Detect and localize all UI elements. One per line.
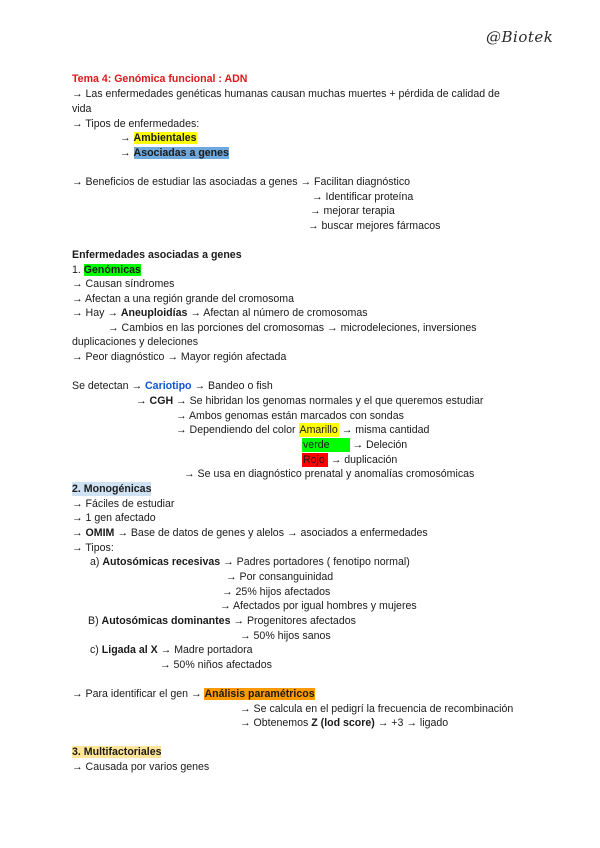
text-line: [90, 555, 410, 569]
bold-aneuploidias: Aneuploidías: [120, 307, 188, 319]
text-line: → Las enfermedades genéticas humanas causan muchas muertes + pérdida de calidad de: [72, 88, 500, 100]
text-line: [302, 453, 397, 467]
text-part: Se detectan →: [72, 380, 146, 392]
highlight-multifactoriales: 3. Multifactoriales: [72, 746, 162, 758]
subsection-heading: [72, 745, 161, 759]
text-line: → buscar mejores fármacos: [308, 220, 441, 232]
text-part: → Progenitores afectados: [230, 615, 356, 627]
text-part: → Afectan al número de cromosomas: [187, 307, 368, 319]
text-line: → Ambos genomas están marcados con sondas: [176, 410, 404, 422]
text-part: c): [90, 644, 102, 656]
text-line: → Se calcula en el pedigrí la frecuencia de recombinación: [240, 703, 514, 715]
text-part: a): [90, 556, 103, 568]
highlight-rojo: Rojo: [302, 453, 328, 467]
subsection-heading: 2. Monogénicas: [72, 483, 152, 495]
text-line: → 50% niños afectados: [160, 659, 272, 671]
text-line: → 1 gen afectado: [72, 512, 156, 524]
arrow-text: →: [120, 132, 134, 144]
highlight-asociadas: Asociadas a genes: [133, 147, 229, 159]
text-line: [72, 526, 428, 540]
text-line: → Por consanguinidad: [226, 571, 334, 583]
arrow-text: →: [120, 147, 134, 159]
omim-term: OMIM: [85, 527, 115, 539]
text-line: → Afectados por igual hombres y mujeres: [220, 600, 417, 612]
text-line: vida: [72, 103, 92, 115]
text-line: [302, 438, 407, 452]
highlight-verde: verde: [302, 438, 350, 452]
text-part: → Hay →: [72, 307, 121, 319]
text-part: → Bandeo o fish: [191, 380, 273, 392]
text-part: → Se hibridan los genomas normales y el que queremos estudiar: [173, 395, 484, 407]
text-part: → Obtenemos: [240, 717, 312, 729]
text-line: [176, 423, 429, 437]
text-line: [240, 716, 448, 730]
bold-ligada-x: Ligada al X: [101, 644, 158, 656]
highlight-amarillo: Amarillo: [299, 424, 338, 436]
topic-title: Tema 4: Genómica funcional : ADN: [72, 73, 248, 85]
text-line: [72, 379, 273, 393]
text-line: → Causan síndromes: [72, 278, 175, 290]
text-line: → Identificar proteína: [312, 191, 414, 203]
text-line: → Tipos:: [72, 542, 114, 554]
number-text: 1.: [72, 264, 84, 276]
text-part: → misma cantidad: [338, 424, 430, 436]
text-line: → Cambios en las porciones del cromosomas → microdeleciones, inversiones: [108, 322, 477, 334]
highlight-ambientales: Ambientales: [133, 132, 197, 144]
list-item: [120, 146, 229, 160]
bold-lod-score: Z (lod score): [311, 717, 375, 729]
text-line: [136, 394, 483, 408]
highlight-analisis: Análisis paramétricos: [204, 688, 315, 700]
author-signature: @Biotek: [486, 28, 554, 46]
text-line: → Fáciles de estudiar: [72, 498, 175, 510]
bold-recesivas: Autosómicas recesivas: [102, 556, 221, 568]
text-line: → Afectan a una región grande del cromosoma: [72, 293, 295, 305]
text-part: → Padres portadores ( fenotipo normal): [220, 556, 410, 568]
text-line: [90, 643, 253, 657]
bold-dominantes: Autosómicas dominantes: [101, 615, 231, 627]
section-heading: Enfermedades asociadas a genes: [72, 249, 242, 261]
text-line: → Beneficios de estudiar las asociadas a genes → Facilitan diagnóstico: [72, 176, 411, 188]
text-part: → Deleción: [349, 439, 408, 451]
text-part: →: [72, 527, 86, 539]
text-line: [88, 614, 356, 628]
text-part: B): [88, 615, 102, 627]
text-line: → Peor diagnóstico → Mayor región afectada: [72, 351, 287, 363]
text-line: [72, 687, 315, 701]
text-part: → +3 → ligado: [374, 717, 449, 729]
cgh-term: CGH: [149, 395, 174, 407]
list-item: [120, 131, 197, 145]
text-line: → mejorar terapia: [310, 205, 395, 217]
text-line: [72, 306, 368, 320]
text-part: → Madre portadora: [157, 644, 253, 656]
cariotipo-term: Cariotipo: [145, 380, 192, 392]
text-part: → Para identificar el gen →: [72, 688, 205, 700]
text-part: → Base de datos de genes y alelos → asociados a enfermedades: [114, 527, 428, 539]
text-line: → Causada por varios genes: [72, 761, 210, 773]
highlight-genomicas: Genómicas: [83, 264, 141, 276]
text-part: → duplicación: [327, 454, 398, 466]
subsection-heading: [72, 263, 141, 277]
text-part: →: [136, 395, 150, 407]
text-line: → Se usa en diagnóstico prenatal y anomalías cromosómicas: [184, 468, 475, 480]
text-part: → Dependiendo del color: [176, 424, 299, 436]
text-line: → Tipos de enfermedades:: [72, 118, 200, 130]
text-line: duplicaciones y deleciones: [72, 336, 199, 348]
text-line: → 50% hijos sanos: [240, 630, 331, 642]
text-line: → 25% hijos afectados: [222, 586, 331, 598]
